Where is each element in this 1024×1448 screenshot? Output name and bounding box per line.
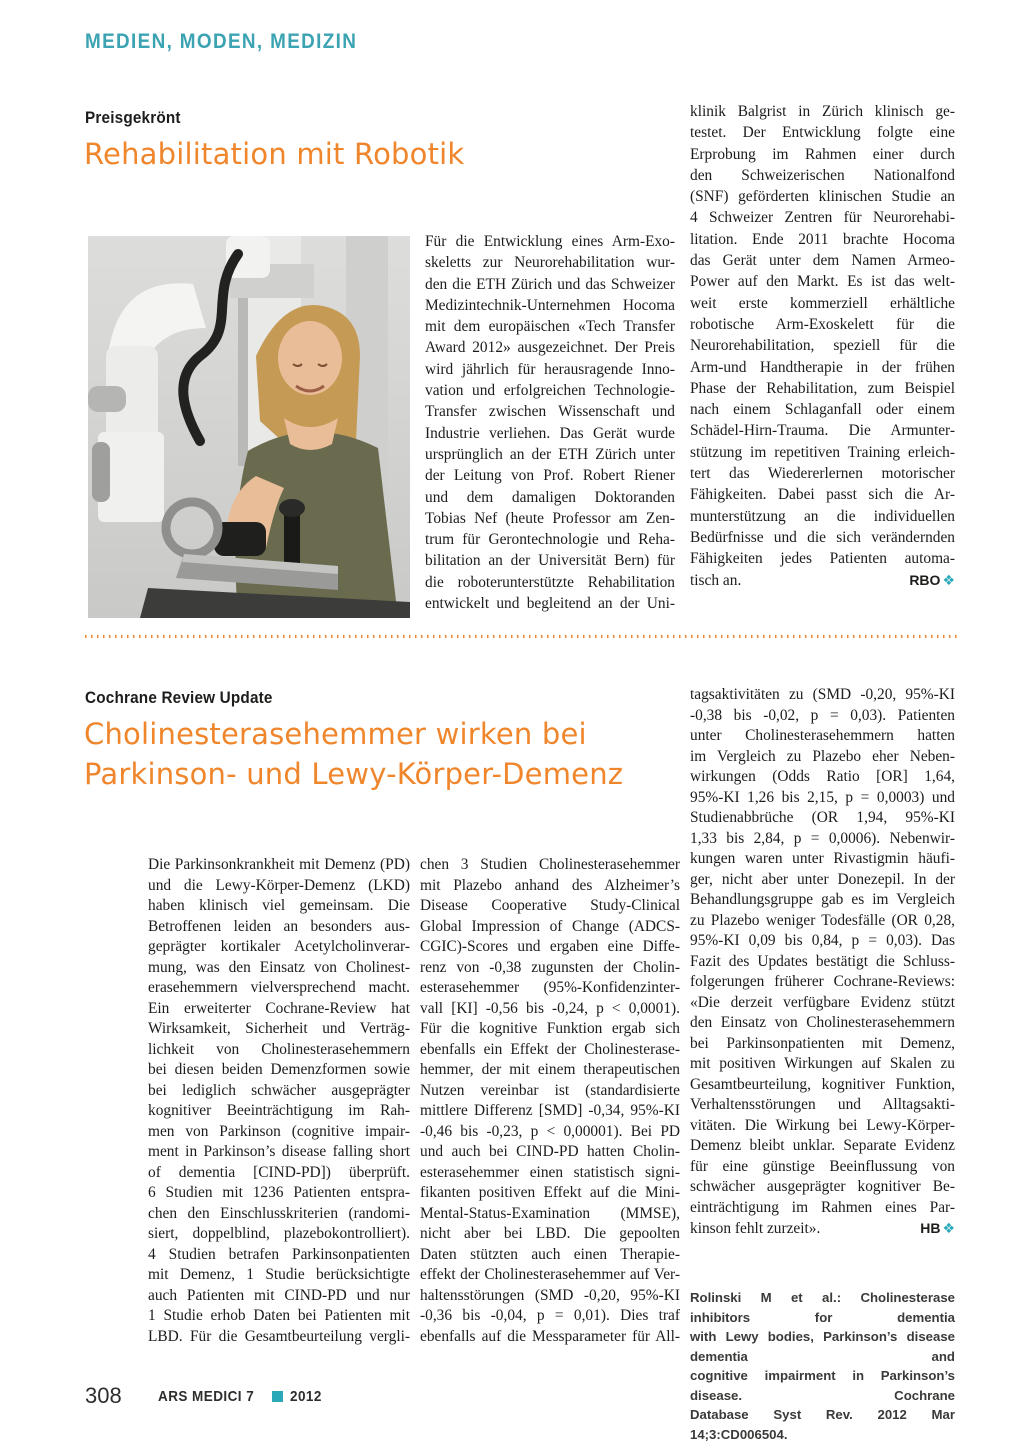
article2-column-2-text: chen 3 Studien Cholinesterasehemmer mit Plazebo anhand des Alzheimer’s Disease Cooperative Study-Clinical Global Impression of Change (ADCS- CGIC)-Scores und ergaben eine Diffe- renz von -0,38 zugunsten der Cholin- esterasehemmer (95%-Konfidenzinter- vall [KI] -0,56 bis -0,24, p < 0,0001). Für die kognitive Funktion ergab sich ebenfalls ein Effekt der Cholinesterase- hemmer, der mit einem therapeutischen Nutzen vereinbar ist (standardisierte mittlere Differenz [SMD] -0,34, 95%-KI -0,46 bis -0,23, p < 0,00001). Bei PD und auch bei CIND-PD hatten Cholin- esterasehemmer einen statistisch signi- fikanten positiven Effekt auf die Mini- Mental-Status-Examination (MMSE), nicht aber bei LBD. Die gepoolten Daten stützten auch einen Therapie- effekt der Cholinesterasehemmer auf Ver- haltensstörungen (SMD -0,20, 95%-KI -0,36 bis -0,04, p = 0,01). Dies traf ebenfalls auf die Messparameter für All-: [420, 856, 680, 1345]
article2-author-initials: HB: [920, 1220, 941, 1236]
article1-column-2-text: klinik Balgrist in Zürich klinisch ge- testet. Der Entwicklung folgte eine Erprobung im Rahmen einer durch den Schweizerischen Nationalfond (SNF) geförderten klinischen Studie an 4 Schweizer Zentren für Neurorehabi- litation. Ende 2011 brachte Hocoma das Gerät unter dem Namen Armeo- Power auf den Markt. Es ist das welt- weit erste kommerziell erhältliche robotische Arm-Exoskelett für die Neurorehabilitation, speziell für die Arm-und Handtherapie in der frühen Phase der Rehabilitation, zum Beispiel nach einem Schlaganfall oder einem Schädel-Hirn-Trauma. Die Armunter- stützung im repetitiven Training erleich- tert das Wiedererlernen motorischer Fähigkeiten. Dabei passt sich die Ar- munterstützung an die individuellen Bedürfnisse und die sich verändernden Fähigkeiten jedes Patienten automa-: [690, 103, 955, 568]
footer-square-icon: [272, 1391, 283, 1402]
article2-kicker: [85, 688, 293, 708]
journal-footer: [158, 1388, 325, 1405]
article2-column-2: [420, 855, 680, 1347]
article2-reference: [690, 1288, 955, 1444]
page-number: 308: [85, 1383, 122, 1408]
article1-column-1: [425, 231, 675, 614]
section-header-text: MEDIEN, MODEN, MEDIZIN: [85, 30, 358, 53]
article1-photo: [88, 236, 410, 618]
article1-last-line-text: tisch an.: [690, 571, 742, 589]
section-header: [85, 30, 388, 54]
article2-column-1-text: Die Parkinsonkrankheit mit Demenz (PD) und die Lewy-Körper-Demenz (LKD) haben klinisch viel gemeinsam. Die Betroffenen leiden an besonders aus- geprägter kortikaler Acetylcholinverar- mung, was den Einsatz von Cholinest- erasehemmern vielversprechend macht. Ein erweiterter Cochrane-Review hat Wirksamkeit, Sicherheit und Verträg- lichkeit von Cholinesterasehemmern bei diesen beiden Demenzformen sowie bei lediglich schwächer ausgeprägter kognitiver Beeinträchtigung im Rah- men von Parkinson (cognitive impair- ment in Parkinson’s disease falling short of dementia [CIND-PD]) überprüft. 6 Studien mit 1236 Patienten entspra- chen den Einschlusskriterien (randomi- siert, doppelblind, plazebokontrolliert). 4 Studien betrafen Parkinsonpatienten mit Demenz, 1 Studie berücksichtigte auch Patienten mit CIND-PD und nur 1 Studie erhob Daten bei Patienten mit LBD. Für die Gesamtbeurteilung vergli-: [148, 856, 410, 1345]
journal-name: ARS MEDICI 7: [158, 1388, 255, 1405]
rehab-robot-photo-illustration: [88, 236, 410, 618]
article1-column-2: [690, 101, 955, 592]
article2-signature: [920, 1218, 955, 1240]
article2-title-line1: Cholinesterasehemmer wirken bei: [84, 717, 587, 751]
section-divider: [85, 635, 957, 638]
article1-kicker: [85, 108, 191, 128]
article2-column-1: [148, 855, 410, 1347]
article1-author-initials: RBO: [909, 571, 941, 588]
article1-kicker-text: Preisgekrönt: [85, 108, 181, 127]
article1-signature: [909, 570, 955, 592]
article2-title: [84, 714, 623, 794]
article2-column-3-text: tagsaktivitäten zu (SMD -0,20, 95%-KI -0,38 bis -0,02, p = 0,03). Patienten unter Cholinesterasehemmern hatten im Vergleich zu Plazebo eher Neben- wirkungen (Odds Ratio [OR] 1,64, 95%-KI 1,26 bis 2,15, p = 0,0003) und Studienabbrüche (OR 1,94, 95%-KI 1,33 bis 2,84, p = 0,0006). Nebenwir- kungen waren unter Rivastigmin häufi- ger, nicht aber unter Donezepil. In der Behandlungsgruppe gab es im Vergleich zu Plazebo weniger Todesfälle (OR 0,28, 95%-KI 0,09 bis 0,84, p = 0,03). Das Fazit des Updates bestätigt die Schluss- folgerungen früherer Cochrane-Reviews: «Die derzeit verfügbare Evidenz stützt den Einsatz von Cholinesterasehemmern bei Parkinsonpatienten mit Demenz, mit positiven Wirkungen auf Skalen zu Gesamtbeurteilung, kognitiver Funktion, Verhaltensstörungen und Alltagsakti- vitäten. Die Wirkung bei Lewy-Körper- Demenz bleibt unklar. Separate Evidenz für eine günstige Beeinflussung von schwächer ausgeprägter kognitiver Be- einträchtigung im Rahmen eines Par-: [690, 686, 955, 1216]
article-end-diamond-icon: ❖: [942, 572, 955, 589]
article2-column-3: [690, 685, 955, 1240]
article1-column-1-text: Für die Entwicklung eines Arm-Exo- skeletts zur Neurorehabilitation wur- den die ETH Zürich und das Schweizer Medizintechnik-Unternehmen Hocoma mit dem europäischen «Tech Transfer Award 2012» ausgezeichnet. Der Preis wird jährlich für herausragende Inno- vation und erfolgreichen Technologie- Transfer zwischen Wissenschaft und Industrie verliehen. Das Gerät wurde ursprünglich an der ETH Zürich unter der Leitung von Prof. Robert Riener und dem damaligen Doktoranden Tobias Nef (heute Professor am Zen- trum für Gerontechnologie und Reha- bilitation an der Universität Bern) für die roboterunterstützte Rehabilitation entwickelt und begleitend an der Uni-: [425, 233, 675, 613]
article2-last-line: [690, 1218, 955, 1240]
article2-kicker-text: Cochrane Review Update: [85, 688, 273, 707]
journal-year: 2012: [289, 1388, 322, 1405]
article2-title-line2: Parkinson- und Lewy-Körper-Demenz: [84, 757, 624, 791]
article1-last-line: [690, 570, 955, 592]
article-end-diamond-icon: ❖: [942, 1221, 955, 1237]
article2-last-line-text: kinson fehlt zurzeit».: [690, 1220, 821, 1237]
article1-title: Rehabilitation mit Robotik: [84, 137, 465, 171]
article2-reference-text: Rolinski M et al.: Cholinesterase inhibitors for dementia with Lewy bodies, Parkinson’s disease dementia and cognitive impairment in Parkinson’s disease. Cochrane Database Syst Rev. 2012 Mar 14;3:CD006504.: [690, 1290, 955, 1442]
